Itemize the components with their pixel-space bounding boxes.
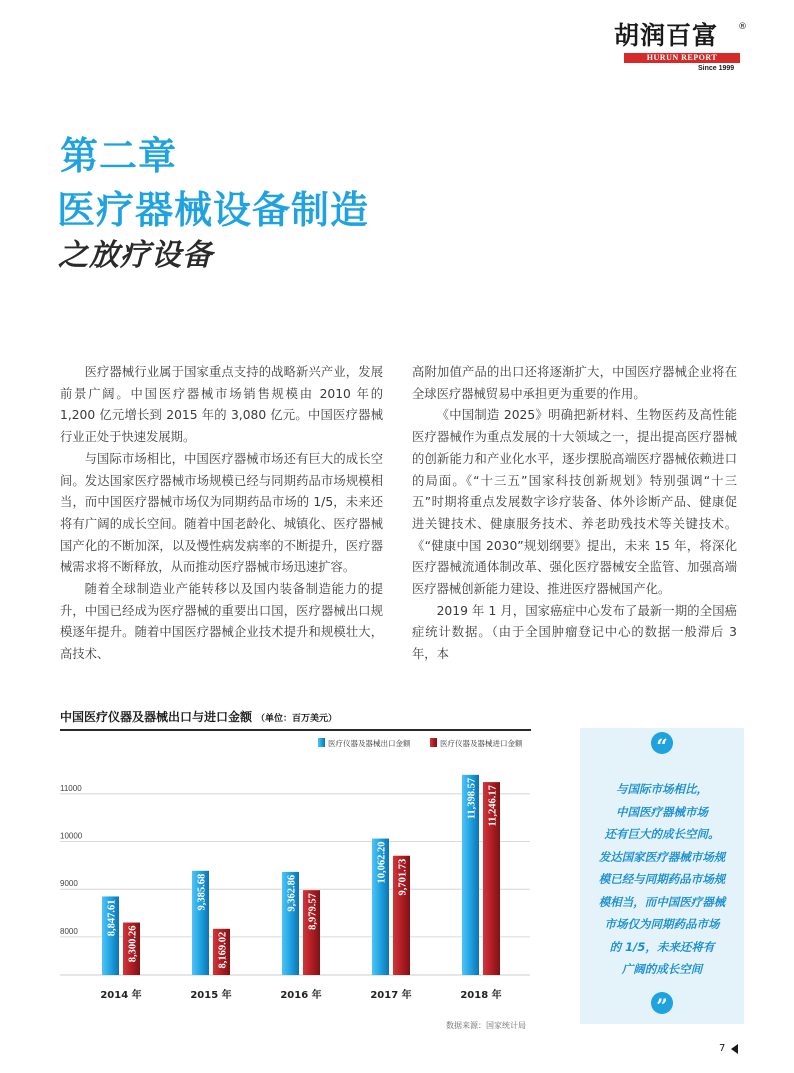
quote-line: 广阔的成长空间 — [621, 962, 703, 976]
paragraph-continued: 高附加值产品的出口还将逐渐扩大，中国医疗器械企业将在全球医疗器械贸易中承担更为重要的作用。 — [412, 365, 737, 401]
chart-title-rule — [60, 729, 531, 731]
legend-import-swatch — [430, 738, 437, 747]
quote-line: 的 1/5，未来还将有 — [609, 939, 715, 954]
x-category-label: 2016 年 — [280, 990, 322, 1001]
legend-label: 医疗仪器及器械进口金额 — [440, 739, 523, 748]
y-tick-label: 11000 — [60, 783, 82, 793]
close-quote-icon: ” — [651, 992, 673, 1014]
paragraph: 《中国制造 2025》明确把新材料、生物医药及高性能医疗器械作为重点发展的十大领域之一，提出提高医疗器械的创新能力和产业化水平，逐步摆脱高端医疗器械依赖进口的局面。《“十三五”国家科技创新规划》特别强调“十三五”时期将重点发展数字诊疗装备、体外诊断产品、健康促进关键技术、健康服务技术、养老助残技术等关键技术。《“健康中国 2030”规划纲要》提出，未来 15 年，将深化医疗器械流通体制改革、强化医疗器械安全监管、加强高端医疗器械创新能力建设、推进医疗器械国产化。 — [412, 408, 737, 597]
quote-line: 中国医疗器械市场 — [616, 804, 708, 819]
logo-chinese-text: 胡润百富 — [614, 21, 719, 50]
hurun-logo — [614, 21, 747, 78]
paragraph: 随着全球制造业产能转移以及国内装备制造能力的提升，中国已经成为医疗器械的重要出口国，医疗器械出口规模逐年提升。随着中国医疗器械企业技术提升和规模壮大，高技术、 — [60, 582, 383, 662]
body-left-column — [60, 362, 383, 666]
quote-line: 与国际市场相比， — [616, 782, 708, 796]
logo-english-bar: HURUN REPORT — [624, 53, 740, 63]
y-tick-label: 9000 — [60, 879, 78, 889]
bar-value-label: 8,169.02 — [217, 931, 229, 969]
quote-line: 发达国家医疗器械市场规 — [598, 849, 726, 864]
y-tick-label: 10000 — [60, 831, 83, 841]
legend-export-swatch — [318, 738, 325, 747]
chapter-subtitle: 之放疗设备 — [58, 238, 213, 273]
bar-value-label: 9,385.68 — [196, 873, 208, 911]
y-tick-label: 8000 — [60, 926, 78, 936]
chart-title-text: 中国医疗仪器及器械出口与进口金额 — [60, 710, 253, 724]
x-category-label: 2018 年 — [460, 990, 502, 1001]
chart-title — [60, 708, 337, 725]
quote-line: 市场仅为同期药品市场 — [604, 917, 720, 931]
registered-mark: ® — [738, 22, 747, 32]
legend-label: 医疗仪器及器械出口金额 — [328, 739, 411, 748]
x-category-label: 2017 年 — [370, 990, 412, 1001]
chapter-title: 医疗器械设备制造 — [57, 188, 370, 232]
pull-quote-text — [580, 778, 744, 981]
chart-source: 数据来源：国家统计局 — [446, 1021, 526, 1030]
bar-value-label: 8,300.26 — [127, 925, 139, 963]
paragraph: 与国际市场相比，中国医疗器械市场还有巨大的成长空间。发达国家医疗器械市场规模已经与同期药品市场规模相当，而中国医疗器械市场仅为同期药品市场的 1/5，未来还将有广阔的成长空间。随着中国老龄化、城镇化、医疗器械国产化的不断加深，以及慢性病发病率的不断提升，医疗器械需求将不断释放，从而推动医疗器械市场迅速扩容。 — [60, 451, 383, 575]
x-category-label: 2015 年 — [190, 990, 232, 1001]
bar-chart — [40, 732, 540, 1022]
paragraph: 2019 年 1 月，国家癌症中心发布了最新一期的全国癌症统计数据。（由于全国肿瘤登记中心的数据一般滞后 3 年，本 — [412, 603, 737, 662]
bar-value-label: 8,979.57 — [307, 893, 319, 930]
bar-value-label: 11,398.57 — [466, 777, 478, 820]
x-category-label: 2014 年 — [100, 990, 142, 1001]
quote-line: 模相当，而中国医疗器械 — [598, 894, 726, 909]
pull-quote — [580, 728, 744, 1024]
open-quote-icon: “ — [651, 732, 673, 754]
logo-since: Since 1999 — [698, 65, 735, 72]
bar-value-label: 9,701.73 — [397, 858, 409, 896]
body-right-column — [412, 362, 737, 666]
page-number: 7 — [719, 1043, 726, 1054]
page-arrow-icon — [731, 1044, 738, 1054]
bar-value-label: 8,847.61 — [106, 899, 118, 937]
paragraph: 医疗器械行业属于国家重点支持的战略新兴产业，发展前景广阔。中国医疗器械市场销售规模由 2010 年的 1,200 亿元增长到 2015 年的 3,080 亿元。中国医疗器械行业正处于快速发展期。 — [60, 365, 383, 445]
bar-value-label: 10,062.20 — [376, 841, 388, 884]
chart-unit: （单位：百万美元） — [256, 714, 338, 724]
quote-line: 模已经与同期药品市场规 — [598, 872, 726, 886]
quote-line: 还有巨大的成长空间。 — [604, 827, 720, 841]
bar-value-label: 9,362.86 — [286, 874, 298, 912]
bar-value-label: 11,246.17 — [487, 785, 499, 827]
chapter-heading: 第二章 — [60, 134, 178, 178]
